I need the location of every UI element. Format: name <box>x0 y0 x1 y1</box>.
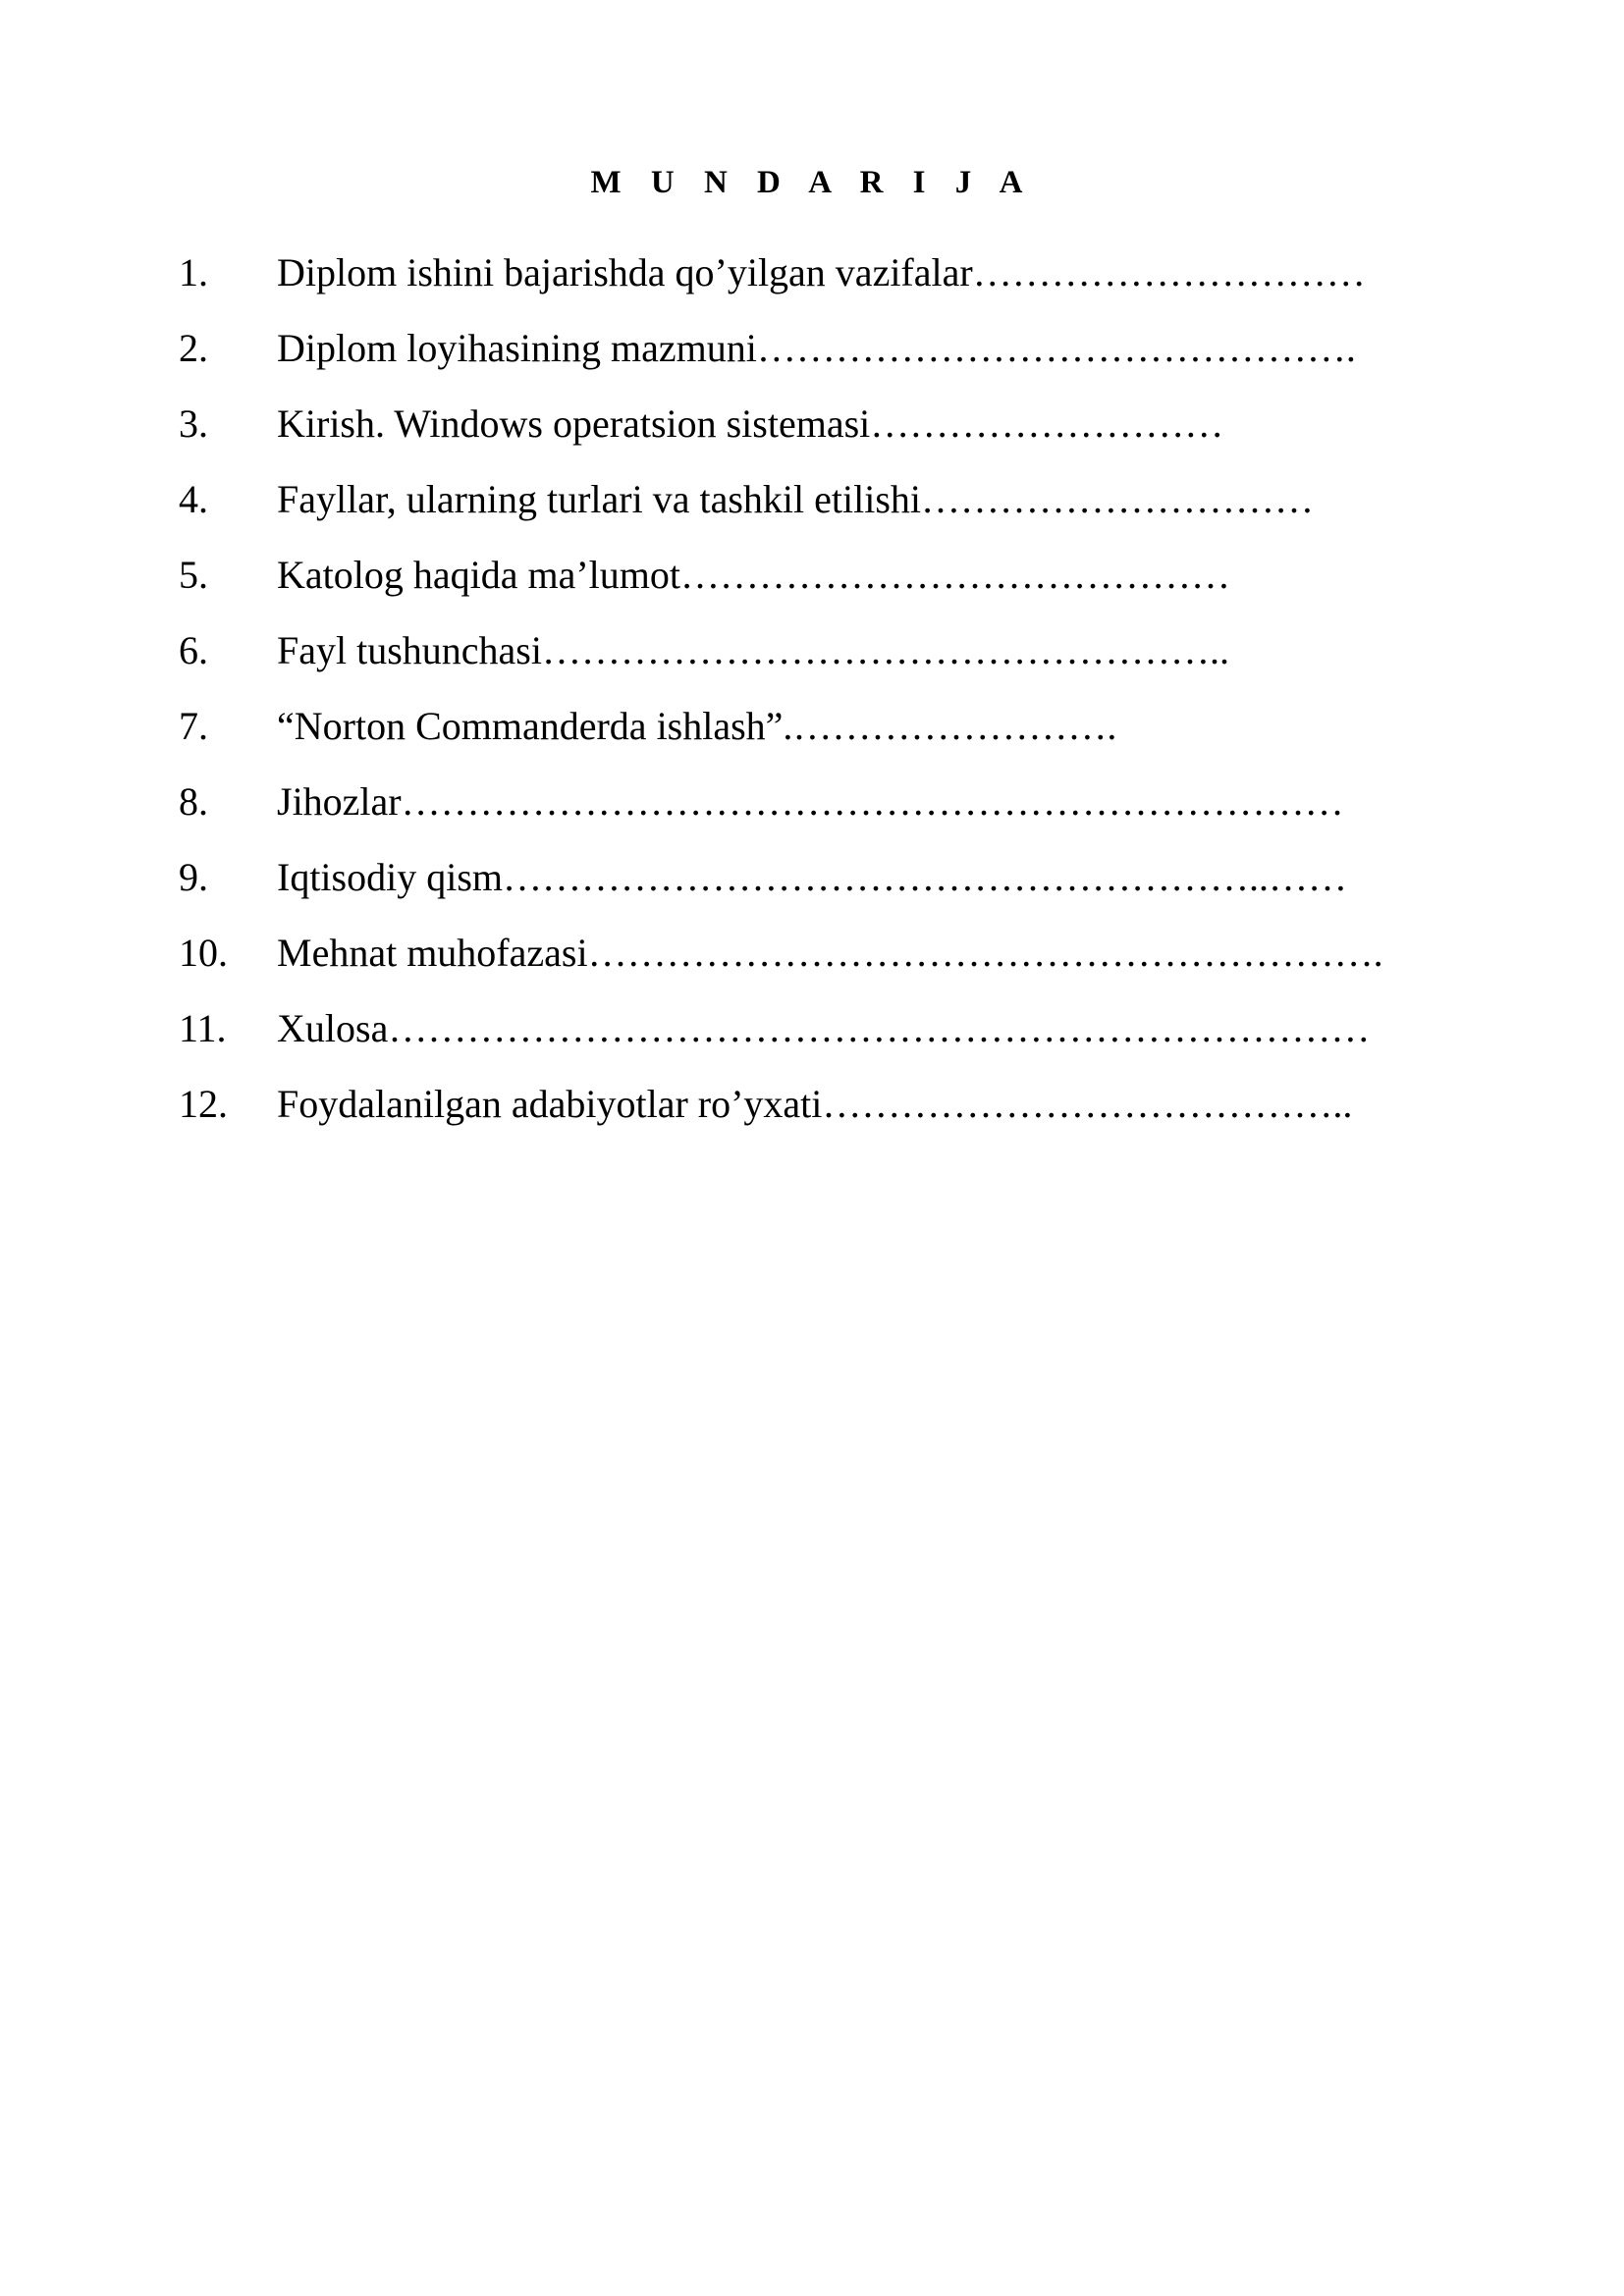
toc-item-text: “Norton Commanderda ishlash”.……………………. <box>277 704 1117 748</box>
toc-item-text: Fayl tushunchasi…………………………………………….. <box>277 628 1229 672</box>
toc-item-number: 5. <box>179 553 208 597</box>
page-title: M U N D A R I J A <box>590 165 1034 200</box>
toc-item-12 <box>0 1075 1624 1150</box>
toc-item-11 <box>0 999 1624 1075</box>
toc-item-number: 10. <box>179 931 228 975</box>
table-of-contents <box>0 243 1624 1150</box>
toc-item-8 <box>0 773 1624 848</box>
toc-item-number: 2. <box>179 326 208 370</box>
toc-item-1 <box>0 243 1624 319</box>
toc-item-number: 9. <box>179 855 208 899</box>
toc-item-text: Mehnat muhofazasi……………………………………………………. <box>277 931 1383 975</box>
toc-item-text: Diplom ishini bajarishda qo’yilgan vazifalar………………………… <box>277 250 1366 294</box>
toc-item-text: Katolog haqida ma’lumot…………………………………… <box>277 553 1231 597</box>
toc-item-number: 6. <box>179 628 208 672</box>
toc-item-text: Jihozlar……………………………………………………………… <box>277 779 1344 824</box>
toc-item-text: Kirish. Windows operatsion sistemasi……………………… <box>277 401 1224 446</box>
toc-item-6 <box>0 621 1624 697</box>
toc-item-10 <box>0 924 1624 999</box>
toc-item-number: 1. <box>179 250 208 294</box>
toc-item-9 <box>0 848 1624 924</box>
toc-item-3 <box>0 395 1624 470</box>
toc-item-number: 3. <box>179 401 208 446</box>
toc-item-5 <box>0 546 1624 621</box>
toc-item-text: Diplom loyihasining mazmuni………………………………………. <box>277 326 1356 370</box>
toc-item-4 <box>0 470 1624 546</box>
toc-item-number: 4. <box>179 477 208 521</box>
toc-item-number: 7. <box>179 704 208 748</box>
toc-item-2 <box>0 319 1624 395</box>
toc-item-number: 11. <box>179 1006 227 1050</box>
toc-item-number: 8. <box>179 779 208 824</box>
toc-item-number: 12. <box>179 1082 228 1126</box>
toc-item-text: Foydalanilgan adabiyotlar ro’yxati………………………………….. <box>277 1082 1353 1126</box>
toc-item-7 <box>0 697 1624 773</box>
toc-item-text: Fayllar, ularning turlari va tashkil etilishi………………………… <box>277 477 1315 521</box>
toc-item-text: Xulosa………………………………………………………………… <box>277 1006 1371 1050</box>
toc-item-text: Iqtisodiy qism…………………………………………………..…… <box>277 855 1348 899</box>
